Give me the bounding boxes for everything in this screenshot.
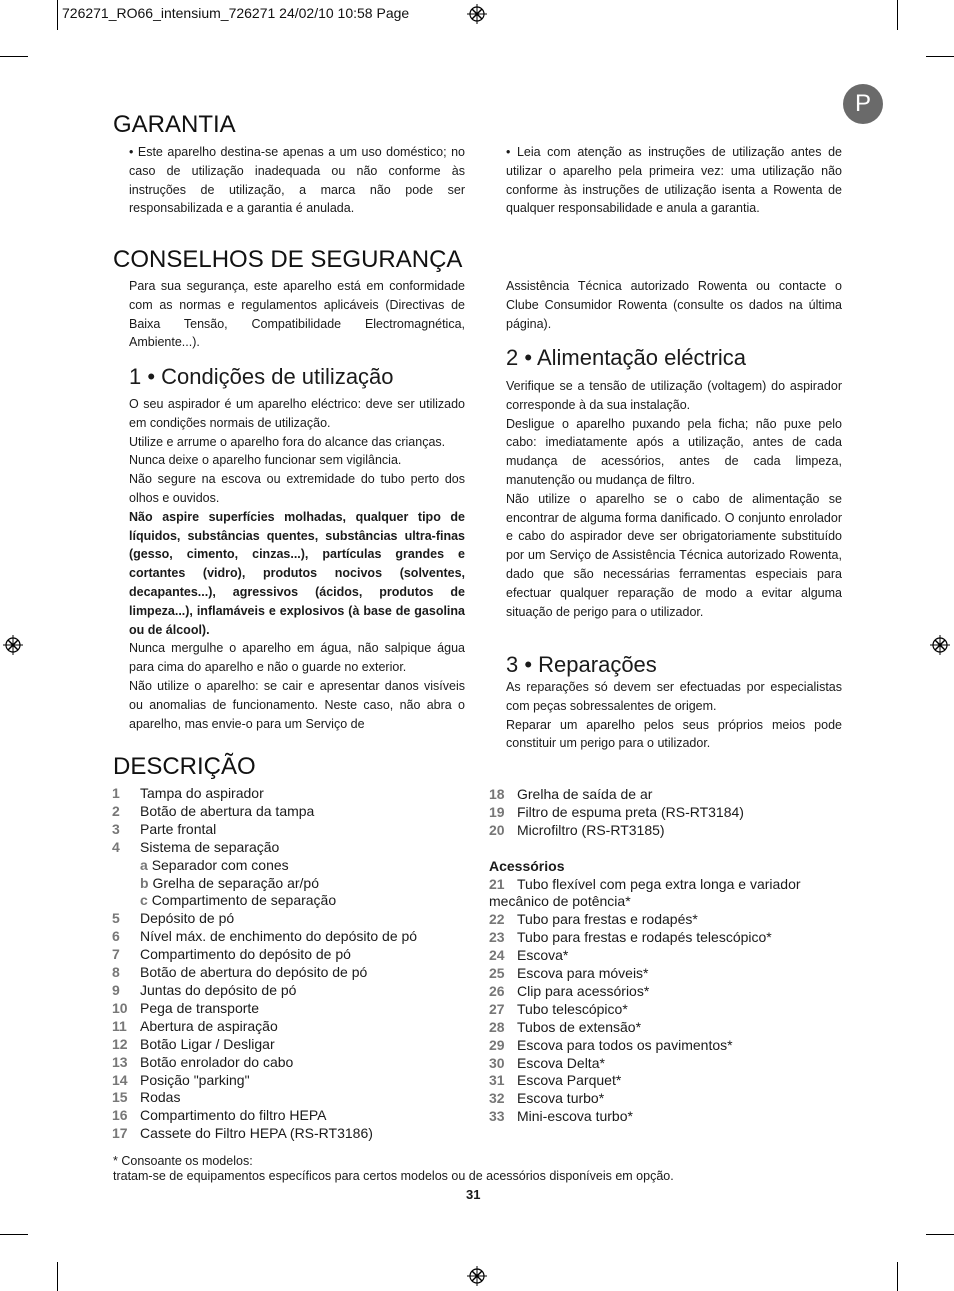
condicoes-paragraph: Nunca mergulhe o aparelho em água, não salpique água para cima do aparelho e não o guarde no exterior. [129, 641, 465, 675]
garantia-left-paragraph: • Este aparelho destina-se apenas a um uso doméstico; no caso de utilização inadequada ou não conforme às instruções de utilização, a marca não pode ser responsabilizada e a garantia é anulada. [129, 145, 465, 216]
list-item [112, 928, 482, 946]
item-number: 30 [489, 1054, 505, 1071]
sub-item-letter: c [140, 892, 148, 909]
sub-item-letter: a [140, 856, 148, 873]
print-slug: 726271_RO66_intensium_726271 24/02/10 10:58 Page [62, 5, 410, 21]
crop-mark [897, 1262, 898, 1291]
crop-mark [897, 0, 898, 30]
condicoes-paragraph: Não segure na escova ou extremidade do tubo perto dos olhos e ouvidos. [129, 472, 465, 505]
item-number: 33 [489, 1108, 505, 1125]
list-item [489, 1001, 849, 1019]
item-label: Tubo flexível com pega extra longa e variador mecânico de potência* [489, 875, 801, 910]
item-label: Tubos de extensão* [517, 1018, 642, 1035]
footnote-line: * Consoante os modelos: [113, 1154, 253, 1168]
sub-item-label: Separador com cones [151, 856, 289, 873]
alimentacao-paragraph: Desligue o aparelho puxando pela ficha; não puxe pelo cabo: imediatamente após a utilização, antes de cada mudança de acessórios, antes de cada limpeza, manutenção ou mudança de filtro. [506, 416, 842, 487]
item-number: 21 [489, 875, 505, 892]
condicoes-warning [129, 508, 465, 640]
item-number: 31 [489, 1072, 505, 1089]
sub-item [112, 892, 482, 910]
condicoes-continuation [506, 277, 842, 333]
item-number: 12 [112, 1035, 128, 1052]
condicoes-continuation-paragraph: Assistência Técnica autorizado Rowenta ou contacte o Clube Consumidor Rowenta (consulte os dados na última página). [506, 279, 842, 331]
list-item [112, 1125, 482, 1143]
crop-mark [0, 1234, 28, 1235]
item-number: 17 [112, 1125, 128, 1142]
garantia-left-text [129, 143, 465, 218]
item-label: Botão Ligar / Desligar [140, 1035, 275, 1052]
item-label: Sistema de separação [140, 838, 280, 855]
item-number: 28 [489, 1018, 505, 1035]
section-title-descricao: DESCRIÇÃO [113, 753, 256, 780]
item-number: 5 [112, 910, 120, 927]
list-item [489, 1019, 849, 1037]
list-item [112, 1072, 482, 1090]
item-number: 8 [112, 964, 120, 981]
item-label: Botão de abertura do depósito de pó [140, 964, 368, 981]
descricao-list-left [112, 785, 482, 1143]
list-item [489, 1090, 849, 1108]
subsection-title-condicoes: 1 • Condições de utilização [129, 364, 394, 389]
item-label: Escova para móveis* [517, 965, 649, 982]
crop-mark [57, 1262, 58, 1291]
item-number: 25 [489, 965, 505, 982]
list-item [112, 785, 482, 803]
item-label: Juntas do depósito de pó [140, 981, 297, 998]
condicoes-paragraph: Não utilize o aparelho: se cair e apresentar danos visíveis ou anomalias de funcionamento. Neste caso, não abra o aparelho, mas envie-o para um Serviço de [129, 678, 465, 731]
sub-item [112, 875, 482, 893]
item-number: 20 [489, 821, 505, 838]
list-item [489, 983, 849, 1001]
footnote-line: tratam-se de equipamentos específicos para certos modelos ou de acessórios disponíveis em opção. [113, 1169, 674, 1183]
item-label: Tampa do aspirador [140, 785, 264, 801]
item-label: Microfiltro (RS-RT3185) [517, 821, 665, 838]
language-badge: P [843, 84, 883, 124]
crop-mark [0, 56, 28, 57]
section-title-garantia: GARANTIA [113, 111, 236, 138]
item-number: 9 [112, 981, 120, 998]
list-item [112, 1000, 482, 1018]
item-number: 23 [489, 929, 505, 946]
item-number: 24 [489, 947, 505, 964]
item-label: Escova para todos os pavimentos* [517, 1036, 733, 1053]
registration-mark-icon [3, 635, 23, 655]
reparacoes-text [506, 678, 842, 753]
item-label: Rodas [140, 1089, 181, 1106]
footnote [113, 1154, 674, 1184]
item-label: Escova turbo* [517, 1090, 605, 1107]
list-item [112, 946, 482, 964]
list-item [112, 982, 482, 1000]
item-label: Tubo para frestas e rodapés* [517, 911, 698, 928]
alimentacao-paragraph: Não utilize o aparelho se o cabo de alimentação se encontrar de alguma forma danificado. O conjunto enrolador e cabo do aspirador deve ser obrigatoriamente substituído por um Serviço de Assistência Técnica autorizado Rowenta, dado que são necessárias ferramentas especiais para efectuar qualquer reparação de modo a evitar alguma situação de perigo para o utilizador. [506, 491, 842, 619]
item-label: Grelha de saída de ar [517, 786, 653, 802]
list-item [489, 911, 849, 929]
list-item [489, 804, 849, 822]
item-label: Botão enrolador do cabo [140, 1053, 294, 1070]
item-number: 4 [112, 838, 120, 855]
item-label: Nível máx. de enchimento do depósito de pó [140, 928, 418, 945]
item-number: 15 [112, 1089, 128, 1106]
list-item [489, 876, 841, 912]
crop-mark [926, 1234, 954, 1235]
item-number: 13 [112, 1053, 128, 1070]
list-item [489, 1108, 849, 1126]
item-label: Mini-escova turbo* [517, 1108, 633, 1125]
registration-mark-icon [930, 635, 950, 655]
section-title-seguranca: CONSELHOS DE SEGURANÇA [113, 246, 463, 273]
item-label: Botão de abertura da tampa [140, 802, 315, 819]
list-item [112, 839, 482, 857]
registration-mark-icon [467, 4, 487, 24]
item-label: Compartimento do filtro HEPA [140, 1107, 327, 1124]
item-number: 11 [112, 1017, 127, 1034]
list-item [112, 1107, 482, 1125]
item-label: Pega de transporte [140, 999, 260, 1016]
item-label: Compartimento do depósito de pó [140, 946, 351, 963]
list-item [112, 964, 482, 982]
item-number: 19 [489, 803, 505, 820]
item-label: Filtro de espuma preta (RS-RT3184) [517, 803, 744, 820]
subsection-title-alimentacao: 2 • Alimentação eléctrica [506, 345, 747, 370]
item-number: 22 [489, 911, 505, 928]
sub-item-letter: b [140, 874, 149, 891]
crop-mark [57, 0, 58, 30]
list-item [489, 786, 849, 804]
item-label: Cassete do Filtro HEPA (RS-RT3186) [140, 1125, 373, 1142]
list-item [489, 1072, 849, 1090]
item-label: Escova Delta* [517, 1054, 605, 1071]
sub-item-label: Compartimento de separação [151, 892, 337, 909]
condicoes-text [129, 395, 465, 733]
item-label: Posição "parking" [140, 1071, 250, 1088]
item-number: 29 [489, 1036, 505, 1053]
list-item [489, 965, 849, 983]
list-item [112, 910, 482, 928]
item-number: 7 [112, 946, 120, 963]
list-item [112, 821, 482, 839]
item-label: Escova* [517, 947, 569, 964]
acessorios-heading: Acessórios [489, 857, 565, 874]
item-number: 2 [112, 802, 120, 819]
item-number: 3 [112, 820, 120, 837]
page-number: 31 [466, 1187, 481, 1202]
crop-mark [926, 56, 954, 57]
condicoes-paragraph: O seu aspirador é um aparelho eléctrico: deve ser utilizado em condições normais de utilização. [129, 397, 465, 430]
registration-mark-icon [467, 1266, 487, 1286]
item-number: 32 [489, 1090, 505, 1107]
list-item [489, 1037, 849, 1055]
item-label: Clip para acessórios* [517, 982, 650, 999]
item-number: 14 [112, 1071, 128, 1088]
condicoes-paragraph: Utilize e arrume o aparelho fora do alcance das crianças. [129, 434, 446, 449]
list-item [112, 1036, 482, 1054]
condicoes-warning-text: Não aspire superfícies molhadas, qualquer tipo de líquidos, substâncias quentes, substâncias ultra-finas (gesso, cimento, cinzas...), partículas grandes e cortantes (vidro), produtos nocivos (solventes, decapantes...), agressivos (ácidos, produtos de limpeza...), inflamáveis e explosivos (à base de gasolina ou de álcool). [129, 509, 465, 637]
garantia-right-paragraph: • Leia com atenção as instruções de utilização antes de utilizar o aparelho pela primeira vez: uma utilização não conforme às instruções de utilização isenta a Rowenta de qualquer responsabilidade e anula a garantia. [506, 145, 842, 216]
list-item [112, 1054, 482, 1072]
item-number: 26 [489, 982, 505, 999]
item-number: 16 [112, 1107, 128, 1124]
descricao-list-right [489, 786, 849, 1126]
seguranca-intro [129, 277, 465, 352]
item-label: Tubo para frestas e rodapés telescópico* [517, 929, 772, 946]
alimentacao-paragraph: Verifique se a tensão de utilização (voltagem) do aspirador corresponde à da sua instalação. [506, 379, 842, 412]
list-item [489, 929, 849, 947]
item-number: 10 [112, 999, 128, 1016]
list-item [489, 1055, 849, 1073]
list-item [112, 803, 482, 821]
seguranca-intro-paragraph: Para sua segurança, este aparelho está em conformidade com as normas e regulamentos aplicáveis (Directivas de Baixa Tensão, Compatibilidade Electromagnética, Ambiente...). [129, 279, 465, 350]
reparacoes-paragraph: Reparar um aparelho pelos seus próprios meios pode constituir um perigo para o utilizador. [506, 717, 842, 751]
garantia-right-text [506, 143, 842, 218]
list-item [489, 822, 849, 840]
list-item [112, 1089, 482, 1107]
item-label: Escova Parquet* [517, 1072, 622, 1089]
item-number: 1 [112, 785, 120, 801]
subsection-title-reparacoes: 3 • Reparações [506, 652, 657, 677]
sub-item [112, 857, 482, 875]
item-number: 18 [489, 786, 505, 802]
reparacoes-paragraph: As reparações só devem ser efectuadas por especialistas com peças sobressalentes de origem. [506, 680, 842, 713]
list-item [112, 1018, 482, 1036]
item-label: Abertura de aspiração [140, 1017, 278, 1034]
condicoes-paragraph: Nunca deixe o aparelho funcionar sem vigilância. [129, 453, 402, 468]
item-label: Depósito de pó [140, 910, 235, 927]
list-item [489, 947, 849, 965]
item-label: Parte frontal [140, 820, 217, 837]
item-number: 6 [112, 928, 120, 945]
item-label: Tubo telescópico* [517, 1000, 628, 1017]
sub-item-label: Grelha de separação ar/pó [152, 874, 320, 891]
alimentacao-text [506, 377, 842, 621]
item-number: 27 [489, 1000, 505, 1017]
